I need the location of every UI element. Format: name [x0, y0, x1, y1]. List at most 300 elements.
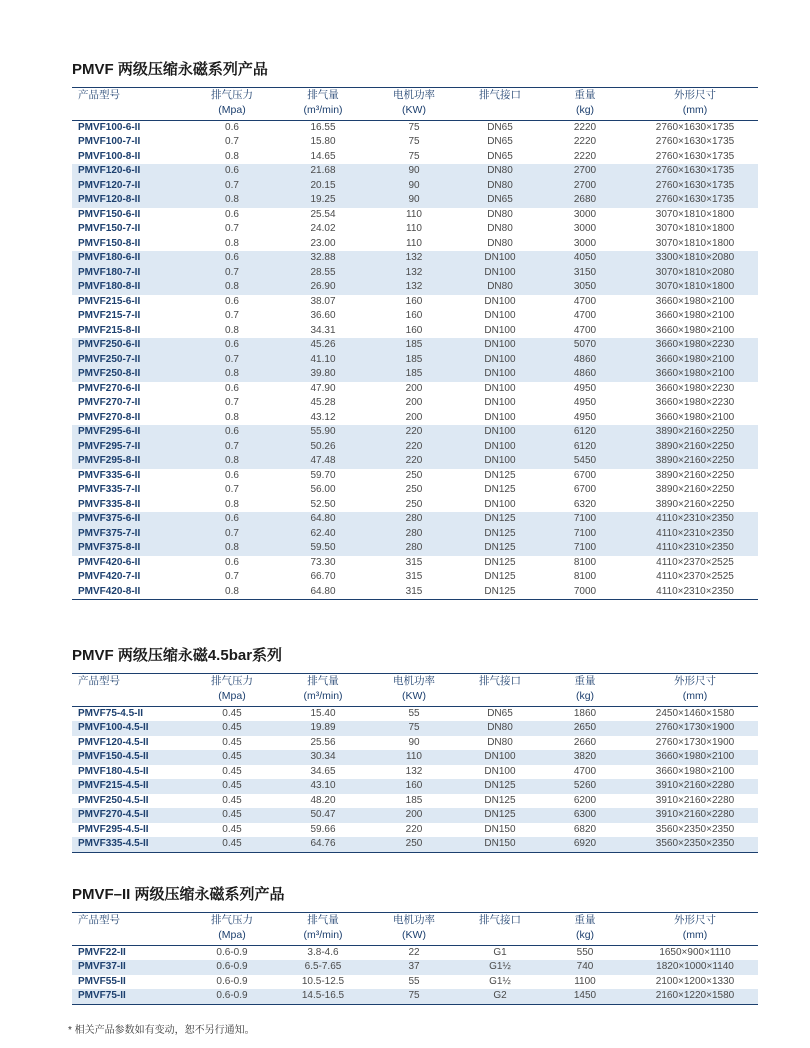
header-power: 电机功率 (KW) [366, 913, 462, 945]
cell-weight: 3000 [573, 223, 597, 234]
table-row [72, 280, 758, 295]
cell-outlet: G2 [462, 989, 538, 1004]
cell-weight: 3050 [538, 280, 632, 295]
cell-flow: 62.40 [280, 527, 366, 542]
header-pressure: 排气压力 (Mpa) [184, 674, 280, 706]
cell-weight: 740 [538, 960, 632, 975]
table-row [72, 382, 758, 397]
cell-outlet: G1 [493, 946, 507, 958]
cell-power: 160 [405, 295, 423, 307]
cell-dims: 3070×1810×2080 [632, 266, 758, 281]
cell-dims: 3070×1810×1800 [655, 237, 735, 249]
cell-flow: 64.76 [280, 837, 366, 852]
cell-pressure: 0.45 [222, 823, 242, 835]
cell-weight: 4860 [538, 367, 632, 382]
cell-outlet: DN100 [484, 411, 516, 423]
cell-outlet: DN80 [487, 237, 513, 249]
cell-model: PMVF295-4.5-II [78, 823, 149, 835]
table-row [72, 570, 758, 585]
cell-pressure: 0.6 [225, 469, 239, 481]
cell-flow: 47.48 [280, 454, 366, 469]
cell-power: 220 [366, 425, 462, 440]
cell-power: 132 [366, 280, 462, 295]
cell-outlet: DN125 [484, 794, 516, 806]
table-row [72, 266, 758, 281]
table-row [72, 483, 758, 498]
cell-outlet: DN100 [484, 397, 516, 408]
cell-power: 200 [405, 382, 423, 394]
cell-model: PMVF120-8-II [72, 193, 184, 208]
cell-flow: 28.55 [280, 266, 366, 281]
cell-outlet: DN80 [462, 280, 538, 295]
cell-dims: 4110×2310×2350 [632, 527, 758, 542]
header-power: 电机功率 (KW) [366, 674, 462, 706]
cell-weight: 6920 [538, 837, 632, 852]
cell-pressure: 0.45 [184, 779, 280, 794]
cell-dims: 2100×1200×1330 [655, 975, 735, 987]
cell-outlet: DN125 [462, 585, 538, 600]
cell-model: PMVF250-7-II [72, 353, 184, 368]
table-row [72, 945, 758, 960]
cell-flow: 48.20 [310, 794, 336, 806]
cell-flow: 56.00 [310, 484, 336, 495]
cell-pressure: 0.7 [225, 571, 239, 582]
cell-flow: 41.10 [280, 353, 366, 368]
cell-weight: 3000 [573, 237, 597, 249]
cell-model: PMVF75-4.5-II [78, 707, 144, 719]
spec-table [72, 674, 758, 853]
cell-weight: 6700 [573, 484, 597, 495]
cell-outlet: DN125 [484, 571, 516, 582]
cell-flow: 10.5-12.5 [301, 975, 345, 987]
cell-weight: 2680 [538, 193, 632, 208]
cell-flow: 19.25 [280, 193, 366, 208]
cell-power: 220 [366, 440, 462, 455]
cell-outlet: G1½ [489, 975, 511, 987]
table-row [72, 556, 758, 571]
table-row [72, 808, 758, 823]
cell-weight: 6120 [538, 440, 632, 455]
cell-pressure: 0.6 [184, 338, 280, 353]
cell-pressure: 0.6-0.9 [216, 946, 248, 958]
cell-outlet: DN65 [487, 121, 513, 133]
cell-weight: 3150 [538, 266, 632, 281]
cell-weight: 6700 [573, 469, 597, 481]
cell-model: PMVF100-7-II [78, 136, 141, 147]
table-row [72, 794, 758, 809]
cell-power: 280 [366, 527, 462, 542]
cell-pressure: 0.6 [225, 208, 239, 220]
cell-pressure: 0.7 [184, 266, 280, 281]
cell-model: PMVF295-7-II [72, 440, 184, 455]
cell-weight: 2700 [538, 164, 632, 179]
cell-flow: 34.31 [310, 324, 336, 336]
cell-power: 185 [366, 353, 462, 368]
cell-flow: 50.26 [280, 440, 366, 455]
header-model: 产品型号 [72, 88, 184, 120]
cell-power: 220 [366, 454, 462, 469]
cell-power: 75 [366, 721, 462, 736]
cell-power: 185 [366, 367, 462, 382]
cell-flow: 64.80 [280, 512, 366, 527]
cell-model: PMVF120-7-II [72, 179, 184, 194]
cell-flow: 45.26 [280, 338, 366, 353]
cell-power: 160 [366, 779, 462, 794]
cell-weight: 2220 [573, 136, 597, 147]
cell-weight: 4700 [573, 310, 597, 321]
header-model: 产品型号 [72, 913, 184, 945]
table-body [72, 706, 758, 852]
cell-weight: 1450 [538, 989, 632, 1004]
cell-weight: 2660 [573, 736, 597, 748]
cell-pressure: 0.8 [225, 150, 239, 162]
cell-pressure: 0.6 [225, 382, 239, 394]
table-body [72, 945, 758, 1004]
cell-power: 55 [408, 975, 420, 987]
cell-power: 110 [406, 208, 422, 220]
cell-power: 90 [366, 193, 462, 208]
cell-power: 110 [406, 237, 422, 249]
cell-dims: 1820×1000×1140 [632, 960, 758, 975]
cell-model: PMVF37-II [72, 960, 184, 975]
cell-model: PMVF335-8-II [78, 498, 141, 510]
cell-model: PMVF270-8-II [78, 411, 141, 423]
table-row [72, 309, 758, 324]
cell-pressure: 0.7 [225, 310, 239, 321]
cell-flow: 14.5-16.5 [280, 989, 366, 1004]
header-dims: 外形尺寸 (mm) [632, 88, 758, 120]
cell-outlet: DN80 [462, 164, 538, 179]
cell-model: PMVF100-6-II [78, 121, 141, 133]
cell-pressure: 0.8 [184, 541, 280, 556]
cell-dims: 3660×1980×2100 [632, 750, 758, 765]
cell-weight: 6120 [538, 425, 632, 440]
cell-model: PMVF150-7-II [78, 223, 141, 234]
table-row [72, 353, 758, 368]
cell-model: PMVF100-4.5-II [72, 721, 184, 736]
table-row [72, 469, 758, 484]
cell-weight: 2700 [538, 179, 632, 194]
cell-weight: 2220 [573, 150, 597, 162]
header-model: 产品型号 [72, 674, 184, 706]
spec-table [72, 913, 758, 1005]
header-pressure: 排气压力 (Mpa) [184, 913, 280, 945]
spec-table [72, 88, 758, 600]
cell-model: PMVF335-4.5-II [72, 837, 184, 852]
cell-dims: 2450×1460×1580 [655, 707, 735, 719]
cell-model: PMVF150-8-II [78, 237, 141, 249]
cell-model: PMVF270-4.5-II [72, 808, 184, 823]
cell-weight: 550 [576, 946, 594, 958]
cell-flow: 16.55 [310, 121, 336, 133]
table-header-row [72, 913, 758, 945]
cell-dims: 4110×2310×2350 [632, 585, 758, 600]
header-weight: 重量 (kg) [538, 913, 632, 945]
cell-weight: 5450 [538, 454, 632, 469]
cell-power: 22 [408, 946, 420, 958]
cell-weight: 7100 [538, 527, 632, 542]
cell-power: 75 [408, 150, 420, 162]
table-row [72, 837, 758, 852]
cell-dims: 3660×1980×2100 [655, 411, 735, 423]
cell-outlet: DN80 [487, 223, 513, 234]
cell-power: 200 [405, 411, 423, 423]
header-outlet: 排气接口 [462, 913, 538, 945]
cell-pressure: 0.7 [184, 353, 280, 368]
cell-model: PMVF270-7-II [78, 397, 141, 408]
cell-power: 160 [405, 310, 423, 321]
cell-outlet: DN100 [484, 295, 516, 307]
cell-dims: 3890×2160×2250 [632, 454, 758, 469]
table-row [72, 237, 758, 252]
cell-flow: 26.90 [280, 280, 366, 295]
cell-pressure: 0.7 [225, 484, 239, 495]
cell-pressure: 0.7 [225, 136, 239, 147]
cell-flow: 34.65 [310, 765, 336, 777]
header-weight: 重量 (kg) [538, 88, 632, 120]
cell-pressure: 0.6 [225, 556, 239, 568]
cell-power: 250 [366, 837, 462, 852]
cell-outlet: DN125 [484, 469, 516, 481]
cell-model: PMVF180-8-II [72, 280, 184, 295]
cell-flow: 64.80 [280, 585, 366, 600]
table-row [72, 750, 758, 765]
cell-dims: 3890×2160×2250 [632, 440, 758, 455]
table-row [72, 975, 758, 990]
section-title: PMVF 两级压缩永磁4.5bar系列 [72, 647, 283, 664]
cell-dims: 4110×2370×2525 [656, 556, 734, 568]
cell-pressure: 0.8 [225, 498, 239, 510]
cell-dims: 1650×900×1110 [659, 946, 731, 958]
table-row [72, 706, 758, 721]
cell-model: PMVF215-7-II [78, 310, 141, 321]
cell-pressure: 0.7 [184, 440, 280, 455]
cell-power: 37 [366, 960, 462, 975]
cell-dims: 2760×1730×1900 [632, 721, 758, 736]
header-weight: 重量 (kg) [538, 674, 632, 706]
cell-power: 75 [366, 989, 462, 1004]
cell-dims: 2760×1630×1735 [655, 136, 735, 147]
cell-weight: 1100 [574, 975, 596, 987]
cell-weight: 4950 [573, 382, 597, 394]
cell-outlet: DN65 [462, 193, 538, 208]
cell-pressure: 0.45 [222, 707, 242, 719]
cell-flow: 6.5-7.65 [280, 960, 366, 975]
cell-outlet: DN100 [462, 251, 538, 266]
cell-outlet: DN80 [462, 721, 538, 736]
cell-power: 132 [366, 251, 462, 266]
cell-model: PMVF375-6-II [72, 512, 184, 527]
cell-weight: 3820 [538, 750, 632, 765]
cell-outlet: DN100 [462, 425, 538, 440]
table-row [72, 251, 758, 266]
cell-pressure: 0.45 [184, 721, 280, 736]
cell-model: PMVF270-6-II [78, 382, 141, 394]
cell-outlet: DN125 [462, 808, 538, 823]
cell-model: PMVF250-8-II [72, 367, 184, 382]
cell-outlet: DN65 [487, 707, 513, 719]
table-row [72, 585, 758, 600]
section-title: PMVF–II 两级压缩永磁系列产品 [72, 886, 285, 903]
table-row [72, 541, 758, 556]
cell-pressure: 0.45 [222, 794, 242, 806]
cell-pressure: 0.6 [225, 295, 239, 307]
cell-power: 315 [405, 556, 423, 568]
cell-weight: 7000 [538, 585, 632, 600]
cell-pressure: 0.8 [225, 411, 239, 423]
section-pmvf-two-stage [72, 60, 758, 600]
header-dims: 外形尺寸 (mm) [632, 913, 758, 945]
cell-dims: 3070×1810×1800 [632, 280, 758, 295]
cell-outlet: DN125 [462, 779, 538, 794]
cell-pressure: 0.45 [222, 765, 242, 777]
table-header-row [72, 674, 758, 706]
cell-model: PMVF215-6-II [78, 295, 141, 307]
cell-pressure: 0.6 [184, 512, 280, 527]
cell-weight: 6820 [573, 823, 597, 835]
cell-outlet: DN125 [484, 556, 516, 568]
cell-flow: 55.90 [280, 425, 366, 440]
cell-pressure: 0.8 [225, 324, 239, 336]
cell-outlet: DN125 [462, 541, 538, 556]
cell-weight: 5070 [538, 338, 632, 353]
cell-power: 315 [405, 571, 423, 582]
cell-weight: 8100 [573, 556, 597, 568]
table-row [72, 454, 758, 469]
cell-power: 185 [366, 338, 462, 353]
cell-model: PMVF215-8-II [78, 324, 141, 336]
cell-pressure: 0.6 [184, 164, 280, 179]
cell-outlet: DN100 [484, 765, 516, 777]
cell-outlet: DN100 [462, 440, 538, 455]
cell-dims: 3070×1810×1800 [655, 208, 735, 220]
cell-flow: 38.07 [310, 295, 336, 307]
cell-pressure: 0.7 [225, 397, 239, 408]
cell-power: 250 [405, 469, 423, 481]
cell-outlet: DN150 [462, 837, 538, 852]
cell-dims: 2760×1630×1735 [655, 121, 735, 133]
cell-flow: 50.47 [280, 808, 366, 823]
table-header-row [72, 88, 758, 120]
cell-pressure: 0.6 [225, 121, 239, 133]
cell-outlet: DN100 [484, 310, 516, 321]
cell-model: PMVF150-4.5-II [72, 750, 184, 765]
cell-dims: 3890×2160×2250 [655, 469, 735, 481]
cell-power: 110 [406, 223, 422, 234]
table-row [72, 765, 758, 780]
cell-dims: 3660×1980×2100 [632, 353, 758, 368]
cell-flow: 45.28 [310, 397, 336, 408]
cell-dims: 3890×2160×2250 [655, 484, 735, 495]
cell-dims: 4110×2310×2350 [632, 512, 758, 527]
cell-model: PMVF180-4.5-II [78, 765, 149, 777]
table-row [72, 367, 758, 382]
cell-power: 220 [405, 823, 423, 835]
cell-model: PMVF180-6-II [72, 251, 184, 266]
cell-dims: 3890×2160×2250 [655, 498, 735, 510]
cell-outlet: DN100 [462, 266, 538, 281]
cell-pressure: 0.6-0.9 [184, 960, 280, 975]
cell-weight: 1860 [573, 707, 597, 719]
table-row [72, 135, 758, 150]
cell-weight: 4860 [538, 353, 632, 368]
cell-outlet: DN80 [487, 736, 513, 748]
cell-power: 75 [408, 136, 420, 147]
table-row [72, 396, 758, 411]
cell-power: 200 [366, 808, 462, 823]
cell-dims: 3660×1980×2100 [655, 765, 735, 777]
cell-weight: 6200 [573, 794, 597, 806]
cell-pressure: 0.45 [184, 837, 280, 852]
cell-flow: 52.50 [310, 498, 336, 510]
cell-outlet: DN100 [462, 338, 538, 353]
cell-outlet: DN100 [462, 454, 538, 469]
cell-outlet: DN100 [484, 382, 516, 394]
cell-pressure: 0.8 [184, 193, 280, 208]
cell-weight: 5260 [538, 779, 632, 794]
cell-flow: 43.12 [310, 411, 336, 423]
header-flow: 排气量 (m³/min) [280, 913, 366, 945]
cell-dims: 3660×1980×2230 [632, 338, 758, 353]
cell-weight: 7100 [538, 541, 632, 556]
cell-pressure: 0.7 [184, 179, 280, 194]
cell-model: PMVF75-II [72, 989, 184, 1004]
cell-power: 90 [366, 164, 462, 179]
cell-outlet: DN65 [487, 150, 513, 162]
cell-pressure: 0.8 [225, 237, 239, 249]
cell-power: 55 [408, 707, 420, 719]
cell-pressure: 0.45 [184, 808, 280, 823]
cell-model: PMVF375-8-II [72, 541, 184, 556]
cell-model: PMVF120-6-II [72, 164, 184, 179]
cell-weight: 2220 [573, 121, 597, 133]
cell-model: PMVF335-6-II [78, 469, 141, 481]
header-flow: 排气量 (m³/min) [280, 88, 366, 120]
cell-weight: 4700 [573, 765, 597, 777]
cell-outlet: DN125 [484, 484, 516, 495]
table-row [72, 498, 758, 513]
table-body [72, 120, 758, 600]
cell-weight: 8100 [573, 571, 597, 582]
cell-flow: 32.88 [280, 251, 366, 266]
cell-dims: 2760×1730×1900 [655, 736, 735, 748]
table-row [72, 295, 758, 310]
cell-flow: 73.30 [310, 556, 336, 568]
cell-model: PMVF180-7-II [72, 266, 184, 281]
cell-flow: 23.00 [310, 237, 336, 249]
cell-power: 315 [366, 585, 462, 600]
cell-dims: 4110×2310×2350 [632, 541, 758, 556]
cell-power: 200 [405, 397, 423, 408]
cell-flow: 24.02 [310, 223, 336, 234]
table-row [72, 512, 758, 527]
cell-dims: 2760×1630×1735 [655, 150, 735, 162]
cell-model: PMVF335-7-II [78, 484, 141, 495]
cell-pressure: 0.45 [222, 736, 242, 748]
cell-model: PMVF295-6-II [72, 425, 184, 440]
cell-outlet: G1½ [462, 960, 538, 975]
cell-outlet: DN100 [462, 367, 538, 382]
cell-model: PMVF22-II [78, 946, 126, 958]
cell-flow: 59.70 [310, 469, 336, 481]
cell-power: 132 [366, 266, 462, 281]
header-dims: 外形尺寸 (mm) [632, 674, 758, 706]
cell-flow: 20.15 [280, 179, 366, 194]
cell-outlet: DN100 [462, 353, 538, 368]
cell-weight: 6300 [538, 808, 632, 823]
cell-pressure: 0.8 [184, 280, 280, 295]
cell-pressure: 0.8 [184, 367, 280, 382]
